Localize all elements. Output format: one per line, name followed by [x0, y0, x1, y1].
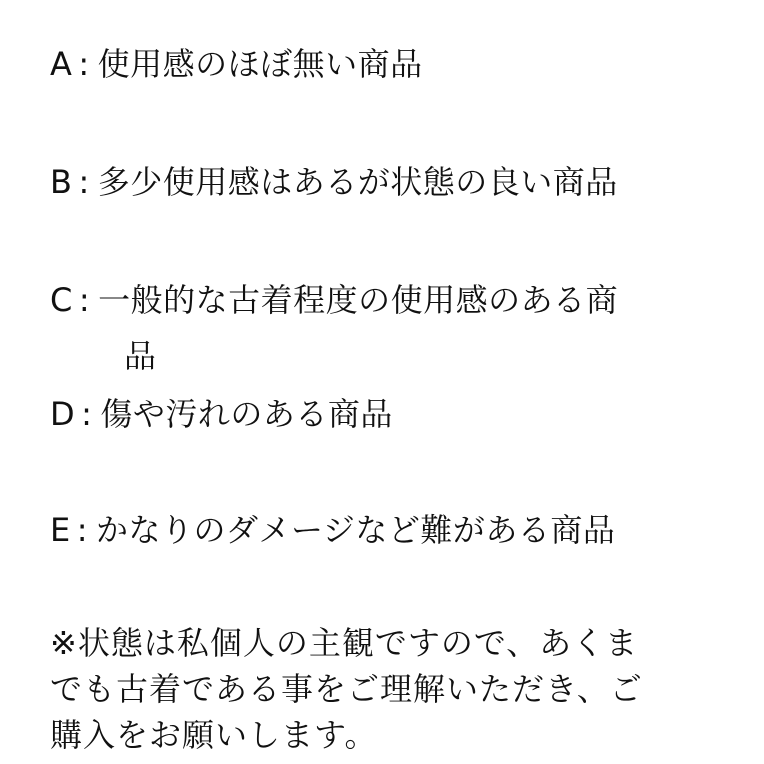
grade-letter: D	[50, 395, 76, 433]
note-line: 購入をお願いします。	[50, 716, 378, 754]
grade-letter: A	[50, 45, 73, 83]
grade-description: 多少使用感はあるが状態の良い商品	[97, 163, 618, 201]
grade-row-d	[50, 386, 393, 442]
grade-separator: :	[78, 45, 90, 83]
grade-row-a	[50, 36, 423, 92]
grade-description: 使用感のほぼ無い商品	[97, 45, 423, 83]
grade-separator: :	[78, 163, 90, 201]
grade-row-c	[50, 272, 740, 384]
grade-separator: :	[78, 281, 91, 319]
grade-description: 傷や汚れのある商品	[100, 395, 393, 433]
grade-letter: B	[50, 163, 73, 201]
grade-description: 一般的な古着程度の使用感のある商	[98, 281, 619, 319]
grade-letter: C	[50, 281, 73, 319]
note-line: ※状態は私個人の主観ですので、あくま	[50, 624, 639, 662]
grade-separator: :	[76, 511, 88, 549]
grade-letter: E	[50, 511, 71, 549]
grade-description-continued: 品	[124, 337, 157, 375]
note-line: でも古着である事をご理解いただき、ご	[50, 670, 643, 708]
grade-description: かなりのダメージなど難がある商品	[96, 511, 616, 549]
grade-separator: :	[81, 395, 93, 433]
grade-row-e	[50, 502, 615, 558]
condition-note	[50, 620, 730, 758]
grade-row-b	[50, 154, 618, 210]
